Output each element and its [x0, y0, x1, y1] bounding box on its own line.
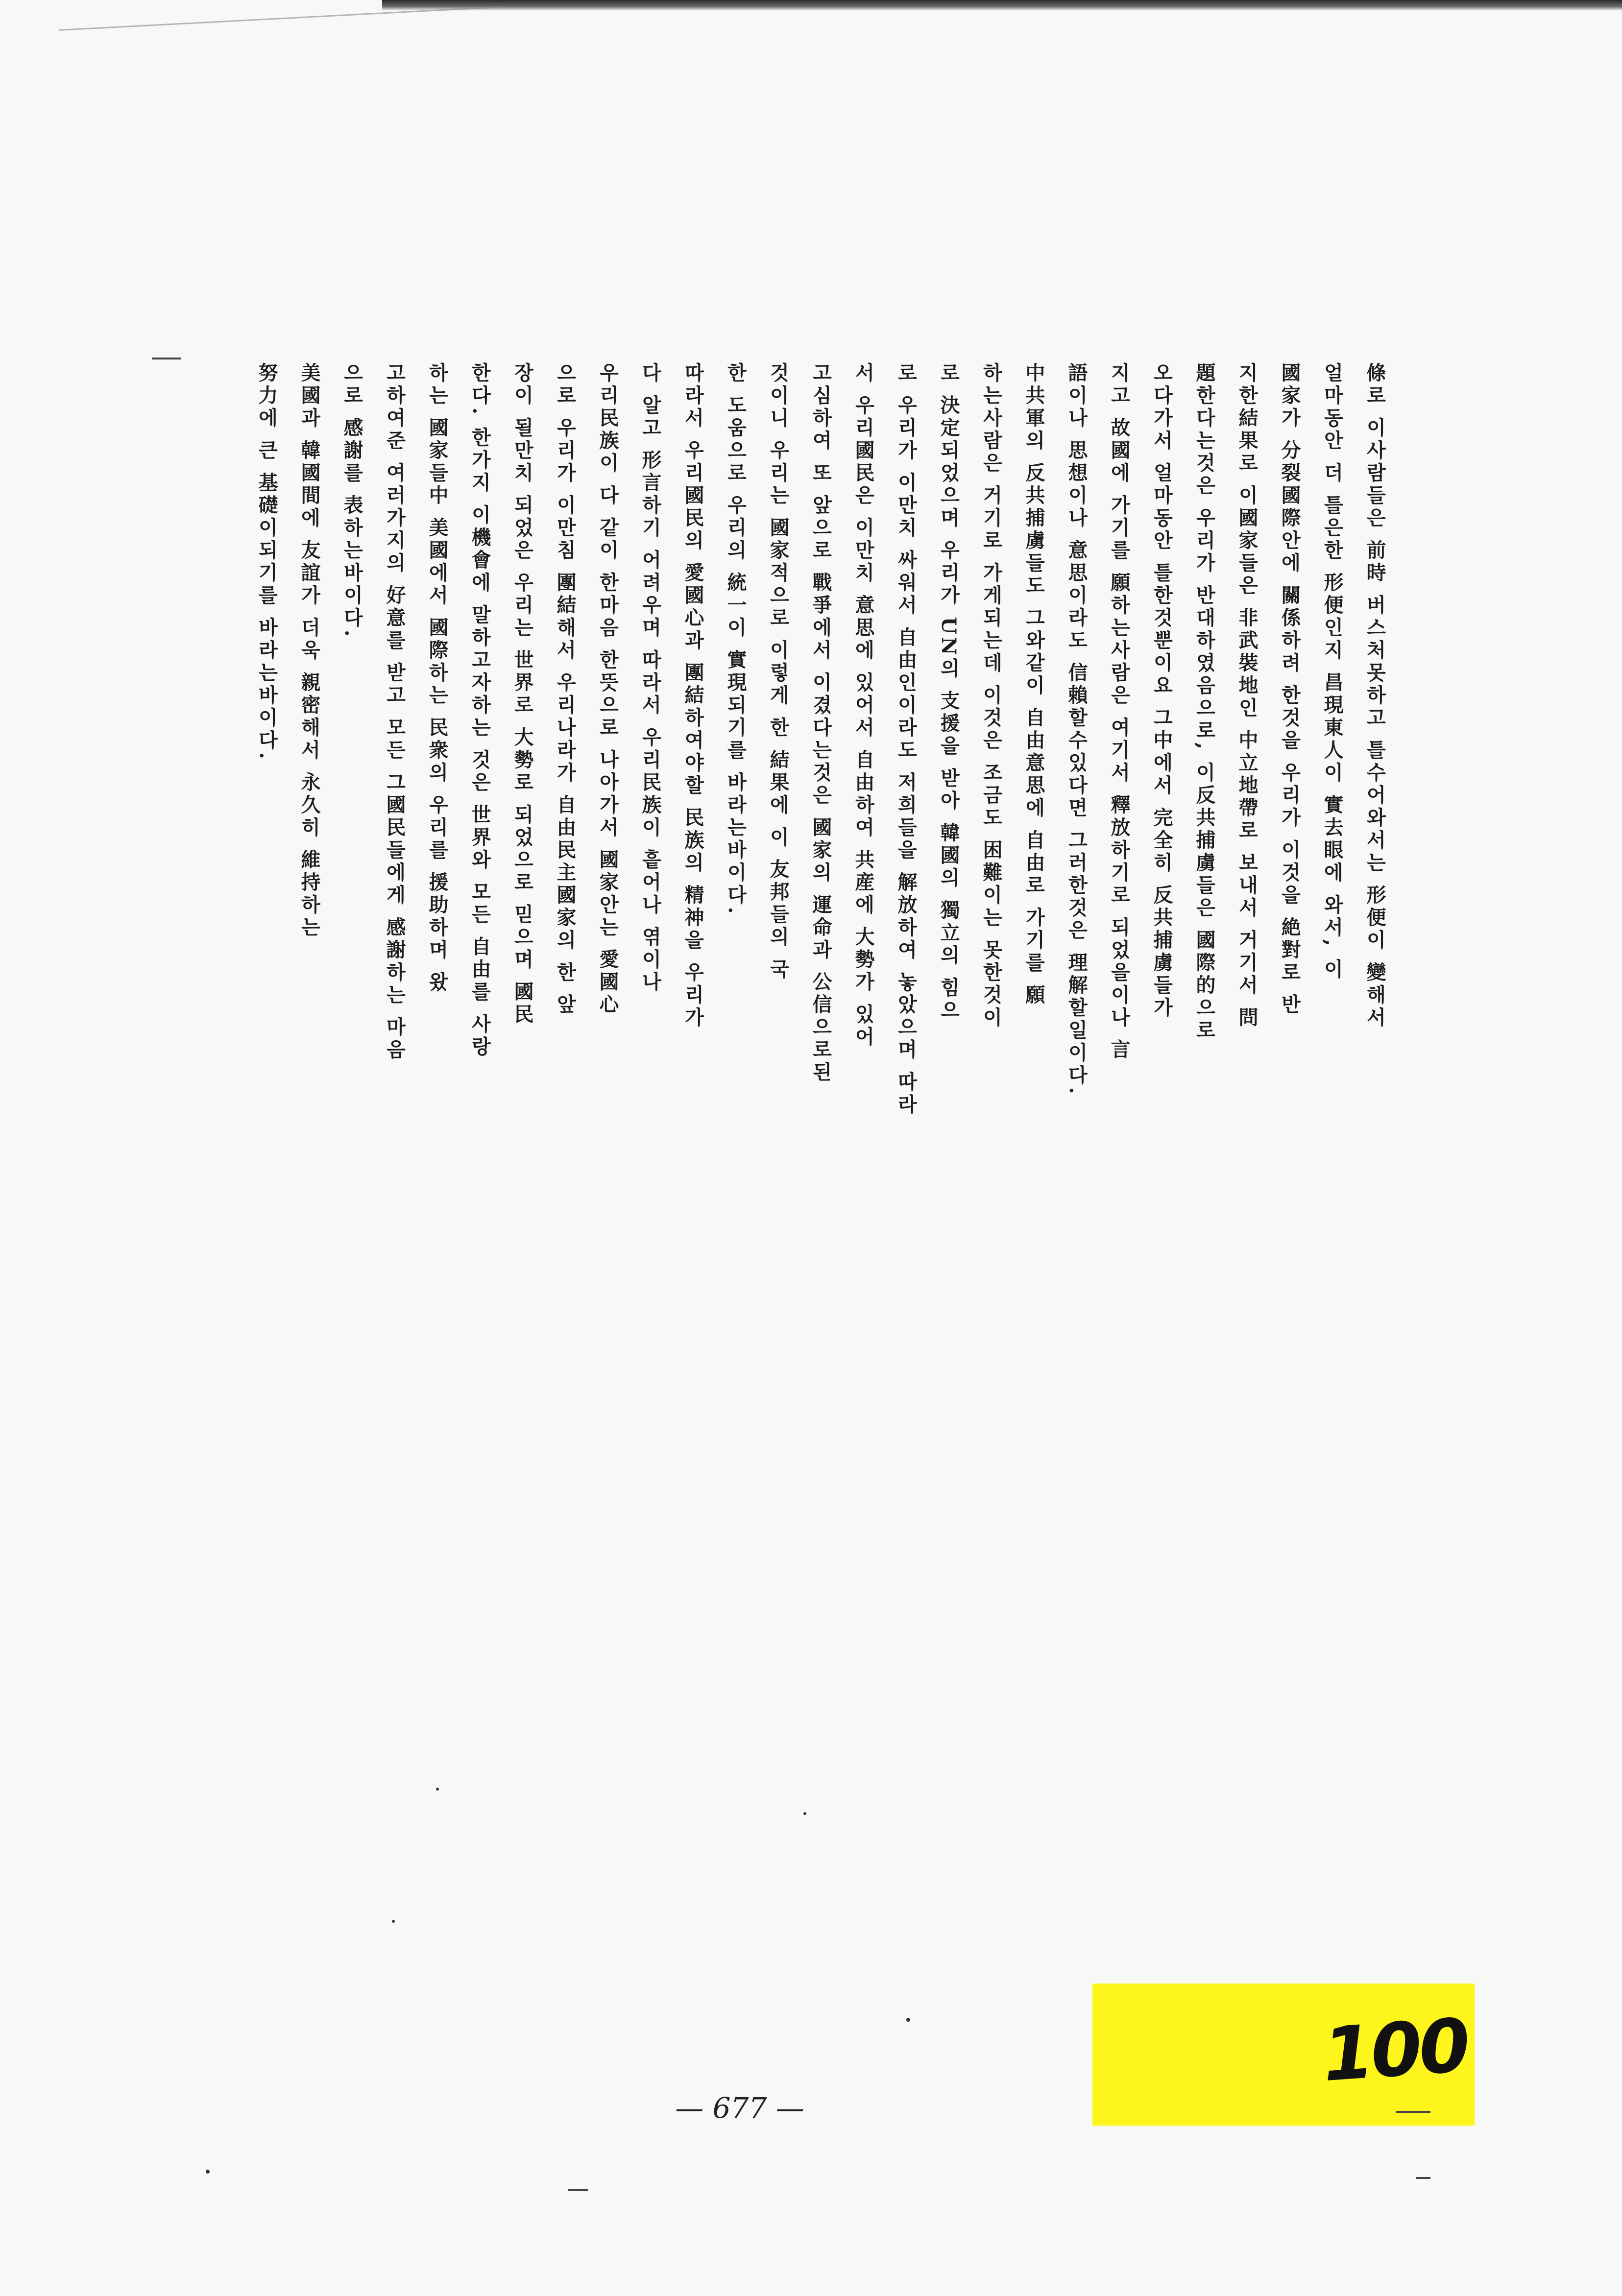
text-line: 로 우리가 이만치 싸워서 自由인이라도 저희들을 解放하여 놓았으며 따라 — [895, 362, 918, 1117]
text-line: 얼마동안 더 틀은한 形便인지 昌現東人이 實去眼에 와서, 이 — [1321, 362, 1344, 981]
text-line: 하는 國家들中 美國에서 國際하는 民衆의 우리를 援助하며 왔 — [426, 362, 449, 994]
scan-dash — [152, 358, 181, 359]
text-line: 한 도움으로 우리의 統一이 實現되기를 바라는바이다. — [724, 362, 747, 917]
text-line: 條로 이사람들은 前時 버스처못하고 틀수어와서는 形便이 變해서 — [1363, 362, 1386, 1029]
text-line: 우리民族이 다 같이 한마음 한뜻으로 나아가서 國家안는 愛國心 — [596, 362, 619, 1017]
scan-dash — [568, 2189, 588, 2191]
text-line: 한다. 한가지 이機會에 말하고자하는 것은 世界와 모든 自由를 사랑 — [468, 362, 491, 1059]
text-line: 努力에 큰 基礎이되기를 바라는바이다. — [255, 362, 278, 762]
scan-dash — [1416, 2177, 1430, 2179]
text-line: 語이나 思想이나 意思이라도 信賴할수있다면 그러한것은 理解할일이다. — [1065, 362, 1088, 1097]
scan-top-edge — [382, 0, 1622, 11]
handwritten-sticker-number: 100 — [1320, 2003, 1470, 2099]
text-line: 으로 우리가 이만침 團結해서 우리나라가 自由民主國家의 한 앞 — [554, 362, 577, 1017]
text-line: 國家가 分裂國際안에 關係하려 한것을 우리가 이것을 絶對로 반 — [1278, 362, 1301, 1017]
scan-speck — [906, 2018, 910, 2022]
scan-dash — [1396, 2111, 1430, 2113]
text-line: 것이니 우리는 國家적으로 이렇게 한 結果에 이 友邦들의 국 — [767, 362, 790, 981]
text-line: 題한다는것은 우리가 반대하였음으로, 이反共捕虜들은 國際的으로 — [1193, 362, 1216, 1042]
scan-speck — [803, 1812, 806, 1815]
scan-fold-line — [59, 6, 499, 31]
text-line: 고심하여 또 앞으로 戰爭에서 이겼다는것은 國家의 運命과 公信으로된 — [809, 362, 832, 1084]
text-line: 따라서 우리國民의 愛國心과 團結하여야할 民族의 精神을 우리가 — [681, 362, 704, 1029]
text-line: 장이 될만치 되었은 우리는 世界로 大勢로 되었으로 믿으며 國民 — [511, 362, 534, 1027]
text-line: 지한結果로 이國家들은 非武裝地인 中立地帶로 보내서 거기서 問 — [1235, 362, 1259, 1029]
text-line: 고하여준 여러가지의 好意를 받고 모든 그國民들에게 感謝하는 마음 — [383, 362, 406, 1062]
text-line: 하는사람은 거기로 가게되는데 이것은 조금도 困難이는 못한것이 — [980, 362, 1003, 1029]
text-line: 서 우리國民은 이만치 意思에 있어서 自由하여 共産에 大勢가 있어 — [852, 362, 875, 1049]
scan-speck — [206, 2170, 210, 2174]
text-line: 오다가서 얼마동안 틀한것뿐이요 그中에서 完全히 反共捕虜들가 — [1150, 362, 1173, 1020]
text-line: 으로 感謝를 表하는바이다. — [340, 362, 363, 640]
vertical-body-text — [255, 362, 1396, 1156]
text-line: 美國과 韓國間에 友誼가 더욱 親密해서 永久히 維持하는 — [298, 362, 321, 939]
scan-speck — [436, 1788, 439, 1791]
page-number: — 677 — — [675, 2091, 804, 2125]
text-line: 中共軍의 反共捕虜들도 그와같이 自由意思에 自由로 가기를 願 — [1022, 362, 1045, 1007]
text-line: 다 알고 形言하기 어려우며 따라서 우리民族이 흩어나 엮이나 — [639, 362, 662, 994]
scan-speck — [392, 1920, 395, 1923]
text-line: 로 決定되었으며 우리가 UN의 支援을 받아 韓國의 獨立의 힘으 — [937, 362, 960, 1022]
text-line: 지고 故國에 가기를 願하는사람은 여기서 釋放하기로 되었을이나 言 — [1108, 362, 1131, 1062]
